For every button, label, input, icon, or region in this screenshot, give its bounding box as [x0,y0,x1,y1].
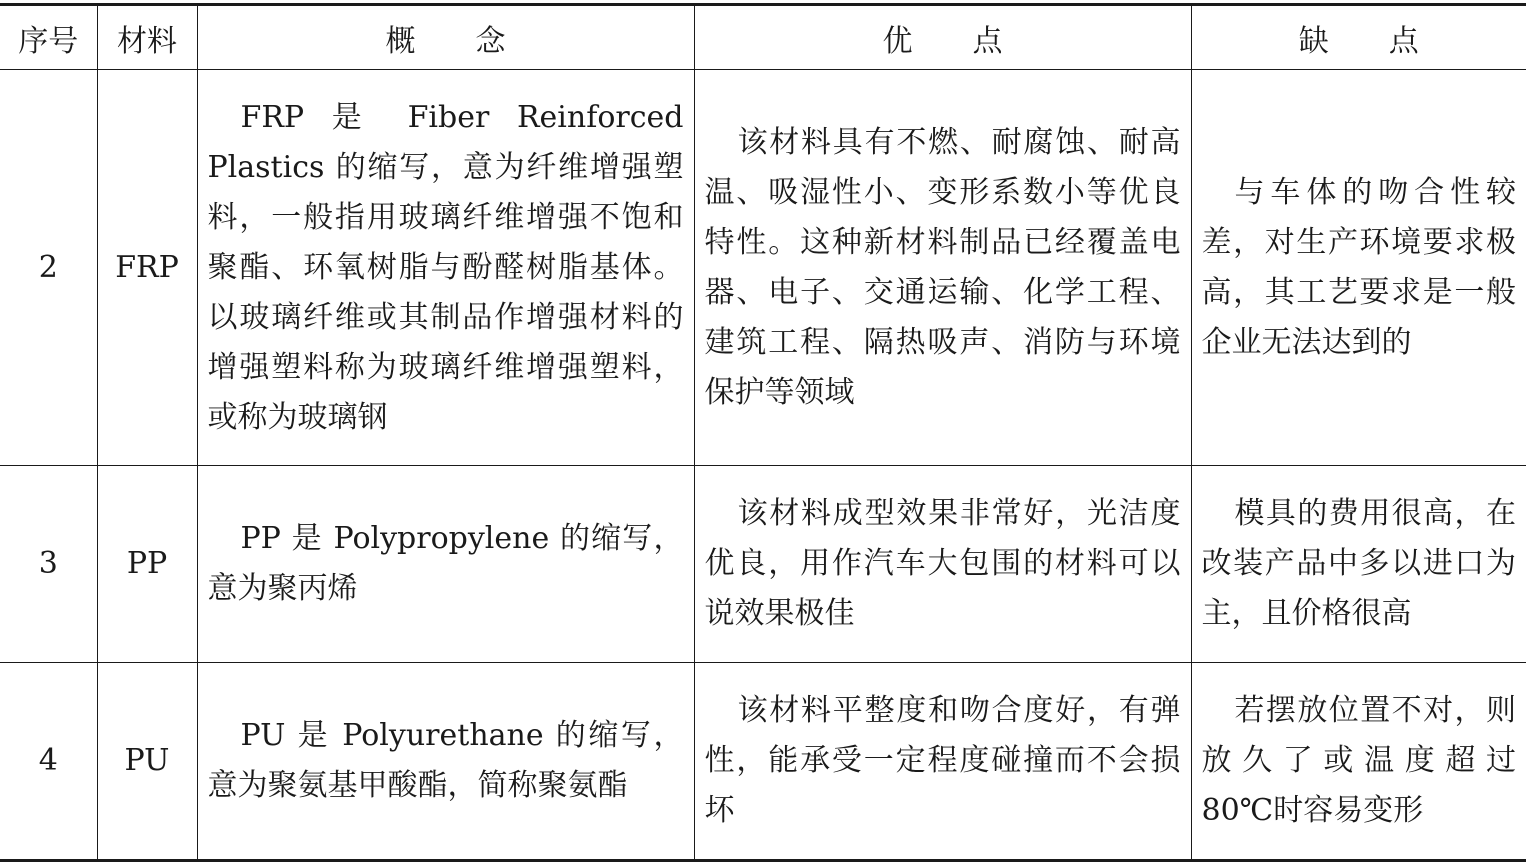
cell-concept: PU 是 Polyurethane 的缩写，意为聚氨基甲酸酯，简称聚氨酯 [197,663,694,861]
cell-disadvantages: 与车体的吻合性较差，对生产环境要求极高，其工艺要求是一般企业无法达到的 [1191,70,1526,466]
cell-advantages: 该材料具有不燃、耐腐蚀、耐高温、吸湿性小、变形系数小等优良特性。这种新材料制品已经覆盖电器、电子、交通运输、化学工程、建筑工程、隔热吸声、消防与环境保护等领域 [694,70,1191,466]
cell-material: FRP [97,70,197,466]
cell-material: PP [97,466,197,663]
header-concept: 概 念 [197,5,694,70]
table-header-row [0,5,1526,70]
table-row [0,466,1526,663]
cell-index: 4 [0,663,97,861]
cell-concept: FRP 是 Fiber Reinforced Plastics 的缩写，意为纤维增强塑料，一般指用玻璃纤维增强不饱和聚酯、环氧树脂与酚醛树脂基体。以玻璃纤维或其制品作增强材料的增强塑料称为玻璃纤维增强塑料，或称为玻璃钢 [197,70,694,466]
header-disadvantages: 缺 点 [1191,5,1526,70]
materials-table [0,3,1526,862]
header-material: 材料 [97,5,197,70]
cell-concept: PP 是 Polypropylene 的缩写，意为聚丙烯 [197,466,694,663]
cell-disadvantages: 模具的费用很高，在改装产品中多以进口为主，且价格很高 [1191,466,1526,663]
cell-index: 2 [0,70,97,466]
header-advantages: 优 点 [694,5,1191,70]
cell-index: 3 [0,466,97,663]
cell-material: PU [97,663,197,861]
table-row [0,70,1526,466]
header-index: 序号 [0,5,97,70]
cell-advantages: 该材料平整度和吻合度好，有弹性，能承受一定程度碰撞而不会损坏 [694,663,1191,861]
table-row [0,663,1526,861]
cell-disadvantages: 若摆放位置不对，则放久了或温度超过 80℃时容易变形 [1191,663,1526,861]
cell-advantages: 该材料成型效果非常好，光洁度优良，用作汽车大包围的材料可以说效果极佳 [694,466,1191,663]
